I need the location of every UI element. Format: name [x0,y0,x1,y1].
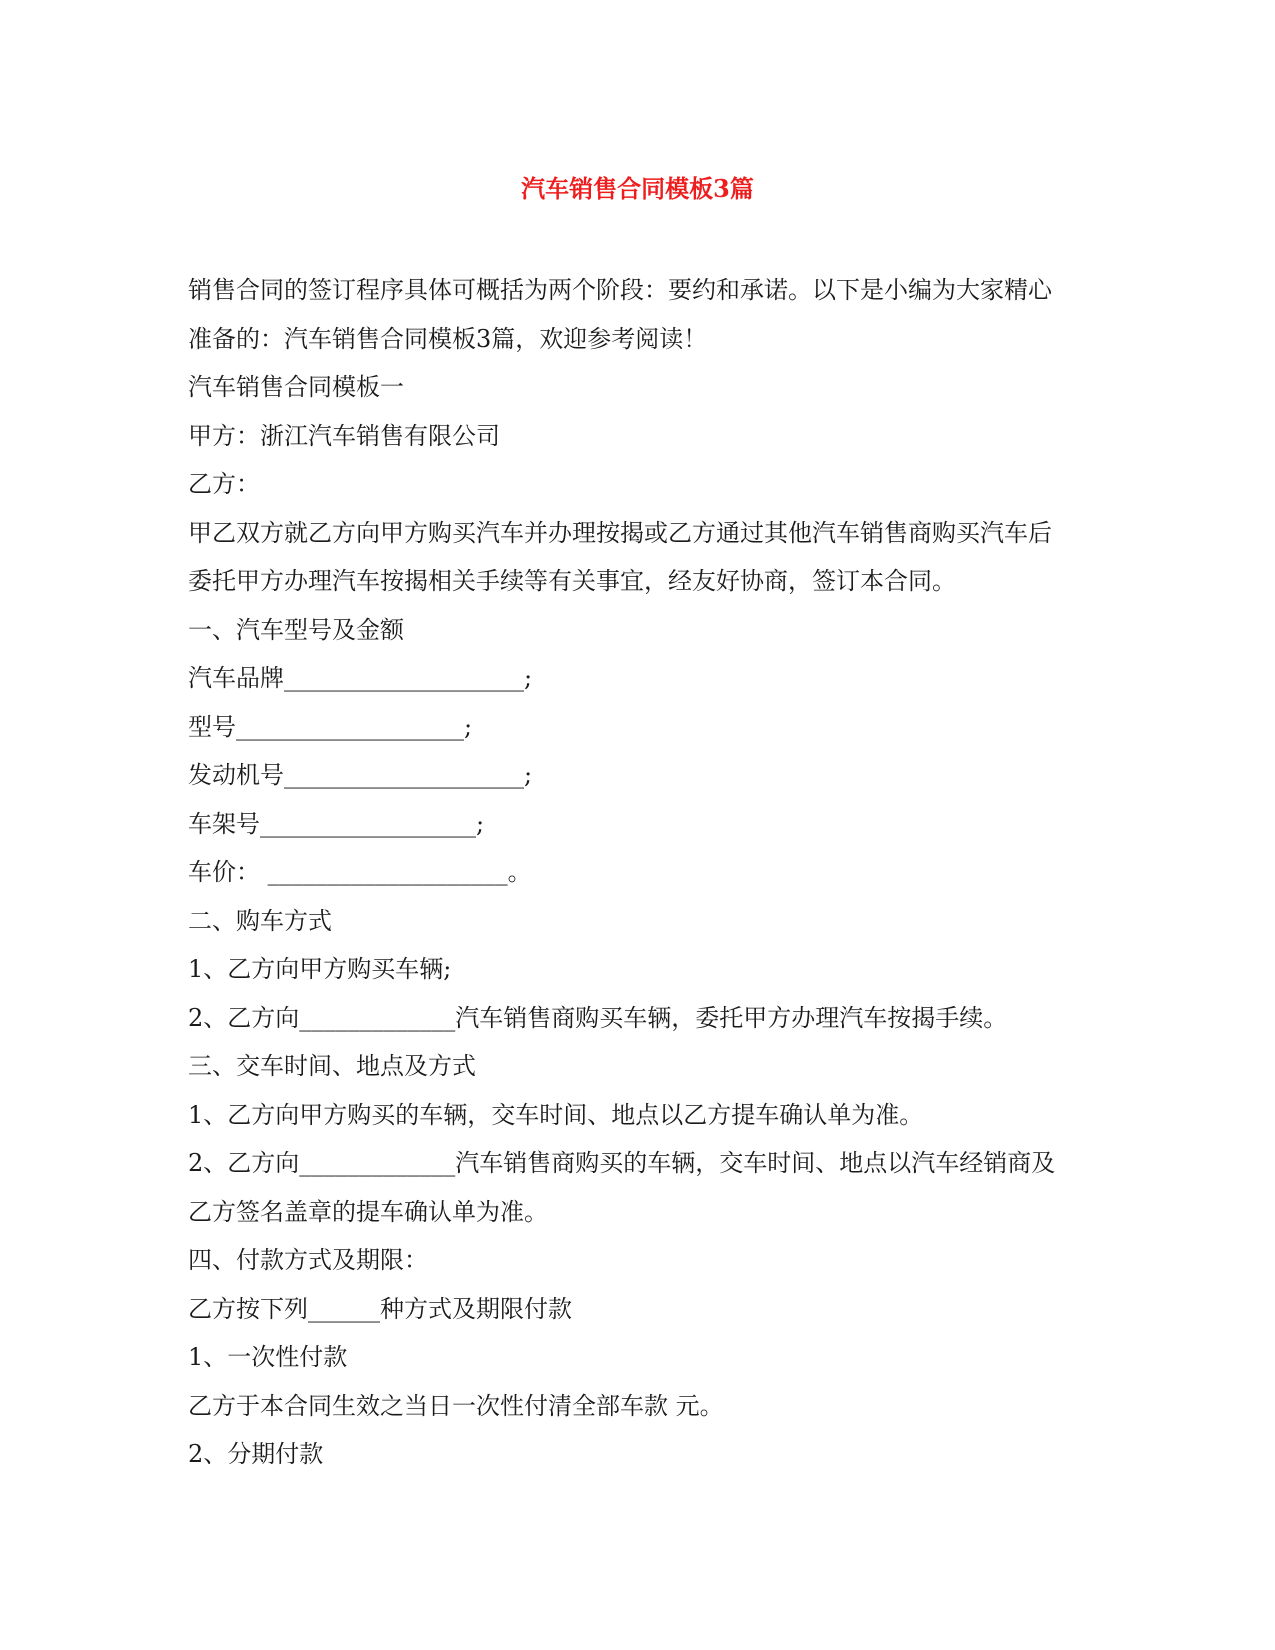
clause-item: 乙方签名盖章的提车确认单为准。 [188,1197,548,1226]
blank-field-line: 型号___________________; [188,712,473,741]
paragraph-line: 准备的：汽车销售合同模板3篇，欢迎参考阅读！ [188,324,708,353]
blank-field-line: 发动机号____________________; [188,761,533,789]
paragraph-line: 销售合同的签订程序具体可概括为两个阶段：要约和承诺。以下是小编为大家精心 [188,276,1052,304]
clause-item: 1、一次性付款 [188,1343,348,1371]
clause-item: 2、乙方向_____________汽车销售商购买的车辆，交车时间、地点以汽车经销商及 [188,1149,1056,1177]
blank-field-line: 车架号__________________; [188,809,485,838]
clause-item: 1、乙方向甲方购买的车辆，交车时间、地点以乙方提车确认单为准。 [188,1100,924,1129]
paragraph-line: 乙方按下列______种方式及期限付款 [188,1294,572,1323]
paragraph-line: 甲乙双方就乙方向甲方购买汽车并办理按揭或乙方通过其他汽车销售商购买汽车后 [188,518,1052,547]
clause-heading: 二、购车方式 [188,906,332,935]
clause-item: 1、乙方向甲方购买车辆; [188,955,452,983]
clause-heading: 一、汽车型号及金额 [188,615,404,644]
party-b-line: 乙方： [188,470,260,498]
document-title: 汽车销售合同模板3篇 [521,174,754,203]
clause-heading: 四、付款方式及期限： [188,1246,428,1274]
clause-item: 2、乙方向_____________汽车销售商购买车辆，委托甲方办理汽车按揭手续。 [188,1003,1008,1032]
clause-item: 2、分期付款 [188,1440,324,1468]
blank-field-line: 汽车品牌____________________; [188,664,533,692]
clause-heading: 三、交车时间、地点及方式 [188,1052,476,1080]
document-body [188,266,1094,1479]
paragraph-line: 委托甲方办理汽车按揭相关手续等有关事宜，经友好协商，签订本合同。 [188,567,956,595]
party-a-line: 甲方：浙江汽车销售有限公司 [188,421,500,450]
blank-field-line: 车价： ____________________。 [188,858,532,886]
paragraph-line: 乙方于本合同生效之当日一次性付清全部车款 元。 [188,1391,724,1420]
section-heading: 汽车销售合同模板一 [188,373,404,401]
